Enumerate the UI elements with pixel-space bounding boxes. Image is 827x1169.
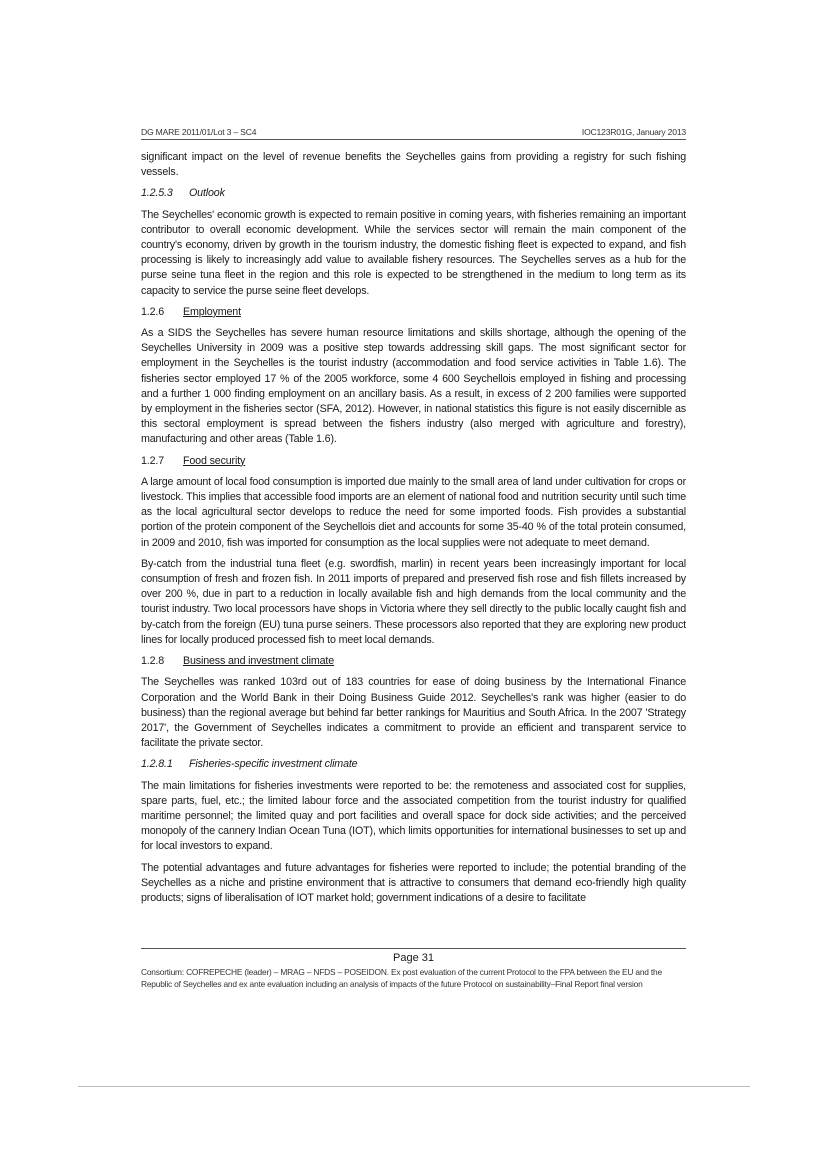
section-heading [141,305,686,320]
section-heading [141,654,686,669]
section-heading [141,454,686,469]
section-title: Food security [183,454,246,467]
subsection-number: 1.2.5.3 [141,187,173,200]
running-header [141,127,686,140]
section-number: 1.2.6 [141,305,165,318]
footer-note: Consortium: COFREPECHE (leader) – MRAG – NFDS – POSEIDON. Ex post evaluation of the current Protocol to the FPA between the EU and the Republic of Seychelles and ex ante evaluation including an analysis of impacts of the future Protocol on sustainability–Final Report final version [141,967,662,989]
body-text [141,150,686,912]
section-title: Business and investment climate [183,655,334,668]
page-bottom-divider [78,1086,750,1087]
subsection-heading [141,186,686,201]
page-number: Page 31 [393,952,434,964]
header-right: IOC123R01G, January 2013 [581,127,686,137]
footer-divider [141,948,686,949]
section-number: 1.2.7 [141,454,165,467]
paragraph: The Seychelles was ranked 103rd out of 183 countries for ease of doing business by the International Finance Corporation and the World Bank in their Doing Business Guide 2012. Seychelles's rank was higher (easier to do business) than the regional average but behind far better rankings for Mauritius and South Africa. In the 2007 'Strategy 2017', the Government of Seychelles indicates a commitment to provide an efficient and transparent service to facilitate the private sector. [141,676,686,750]
section-number: 1.2.8 [141,655,165,668]
paragraph: As a SIDS the Seychelles has severe human resource limitations and skills shortage, although the opening of the Seychelles University in 2009 was a positive step towards addressing skill gaps. The most significant sector for employment in the Seychelles is the tourist industry (accommodation and food service activities in Table 1.6). The fisheries sector employed 17 % of the 2005 workforce, some 4 600 Seychellois employed in fishing and processing and a further 1 000 finding employment on an ancillary basis. As a result, in excess of 2 200 families were supported by employment in the fisheries sector (SFA, 2012). However, in national statistics this figure is not easily discernible as this sectoral employment is spread between the fishers industry (also merged with agriculture and forestry), manufacturing and other areas (Table 1.6). [141,327,686,446]
section-title: Employment [183,305,241,318]
paragraph: significant impact on the level of revenue benefits the Seychelles gains from providing a registry for such fishing vessels. [141,151,686,179]
subsection-title: Fisheries-specific investment climate [189,758,358,771]
paragraph: The Seychelles' economic growth is expected to remain positive in coming years, with fisheries remaining an important contributor to overall economic development. While the services sector will remain the main component of the country's economy, driven by growth in the tourism industry, the domestic fishing fleet is expected to expand, and fish processing is likely to increasingly add value to available fishery resources. The Seychelles serves as a hub for the purse seine tuna fleet in the region and this role is expected to be strengthened in the medium to long term as its capacity to service the purse seine fleet develops. [141,208,686,297]
subsection-title: Outlook [189,187,225,200]
subsection-number: 1.2.8.1 [141,758,173,771]
paragraph: The potential advantages and future advantages for fisheries were reported to include; the potential branding of the Seychelles as a niche and pristine environment that is attractive to consumers that demand eco-friendly high quality products; signs of liberalisation of IOT market hold; government indications of a desire to facilitate [141,861,686,904]
paragraph: A large amount of local food consumption is imported due mainly to the small area of land under cultivation for crops or livestock. This implies that accessible food imports are an element of national food and nutrition security until such time as the local agricultural sector develops to reduce the need for some imported foods. Fish provides a substantial portion of the protein component of the Seychellois diet and accounts for some 35-40 % of the total protein consumed, in 2009 and 2010, fish was imported for consumption as the local supplies were not adequate to meet demand. [141,475,686,549]
header-left: DG MARE 2011/01/Lot 3 – SC4 [141,127,257,137]
subsection-heading [141,757,686,772]
paragraph: By-catch from the industrial tuna fleet (e.g. swordfish, marlin) in recent years been increasingly important for local consumption of fresh and frozen fish. In 2011 imports of prepared and preserved fish rose and fish fillets increased by over 200 %, due in part to a reduction in locally available fish and high demands from the local community and the tourist industry. Two local processors have shops in Victoria where they sell directly to the public locally caught fish and by-catch from the foreign (EU) tuna purse seiners. These processors also reported that they are exploring new product lines for locally produced processed fish to meet local demands. [141,557,686,646]
paragraph: The main limitations for fisheries investments were reported to be: the remoteness and associated cost for supplies, spare parts, fuel, etc.; the limited labour force and the associated competition from the tourist industry for qualified maritime personnel; the limited quay and port facilities and overall space for dock side activities; and the perceived monopoly of the cannery Indian Ocean Tuna (IOT), which limits opportunities for international businesses to set up and for local investors to expand. [141,779,686,853]
